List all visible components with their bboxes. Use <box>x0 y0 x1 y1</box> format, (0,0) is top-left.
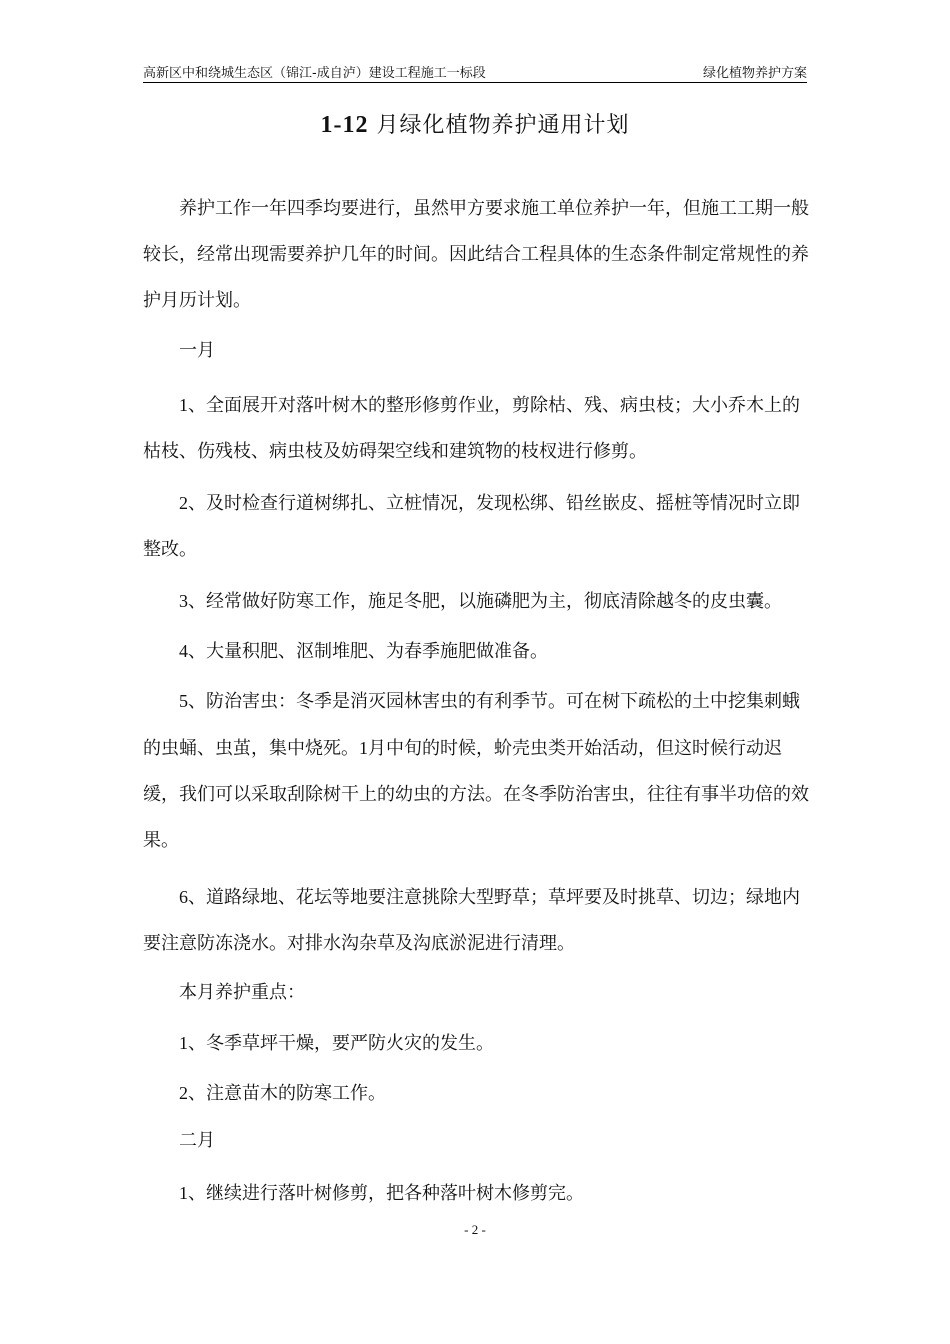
title-text: 月绿化植物养护通用计划 <box>376 113 630 138</box>
january-item-1: 1、全面展开对落叶树木的整形修剪作业，剪除枯、残、病虫枝；大小乔木上的枯枝、伤残枝、病虫枝及妨碍架空线和建筑物的枝杈进行修剪。 <box>143 395 800 462</box>
january-item-5: 5、防治害虫：冬季是消灭园林害虫的有利季节。可在树下疏松的土中挖集刺蛾的虫蛹、虫茧，集中烧死。1月中旬的时候，蚧壳虫类开始活动，但这时候行动迟缓，我们可以采取刮除树干上的幼虫的方法。在冬季防治害虫，往往有事半功倍的效果。 <box>143 691 809 851</box>
page-title <box>0 108 950 139</box>
january-item-3: 3、经常做好防寒工作，施足冬肥，以施磷肥为主，彻底清除越冬的皮虫囊。 <box>179 591 782 612</box>
january-item-2: 2、及时检查行道树绑扎、立桩情况，发现松绑、铅丝嵌皮、摇桩等情况时立即整改。 <box>143 493 800 560</box>
january-focus-item-2: 2、注意苗木的防寒工作。 <box>179 1083 386 1104</box>
january-focus-heading: 本月养护重点： <box>179 982 305 1003</box>
page-number: - 2 - <box>464 1222 486 1237</box>
january-item-6: 6、道路绿地、花坛等地要注意挑除大型野草；草坪要及时挑草、切边；绿地内要注意防冻浇水。对排水沟杂草及沟底淤泥进行清理。 <box>143 887 800 954</box>
january-focus-item-1: 1、冬季草坪干燥，要严防火灾的发生。 <box>179 1033 494 1054</box>
header-doc-title: 绿化植物养护方案 <box>702 66 807 81</box>
header-project-name: 高新区中和绕城生态区（锦江-成自泸）建设工程施工一标段 <box>143 66 486 81</box>
title-month-range: 1-12 <box>320 112 369 138</box>
february-heading: 二月 <box>179 1130 215 1151</box>
january-heading: 一月 <box>179 340 215 361</box>
january-item-4: 4、大量积肥、沤制堆肥、为春季施肥做准备。 <box>179 641 548 662</box>
intro-paragraph: 养护工作一年四季均要进行，虽然甲方要求施工单位养护一年，但施工工期一般较长，经常出现需要养护几年的时间。因此结合工程具体的生态条件制定常规性的养护月历计划。 <box>143 198 809 311</box>
page-header <box>143 60 807 83</box>
february-item-1: 1、继续进行落叶树修剪，把各种落叶树木修剪完。 <box>179 1183 584 1204</box>
